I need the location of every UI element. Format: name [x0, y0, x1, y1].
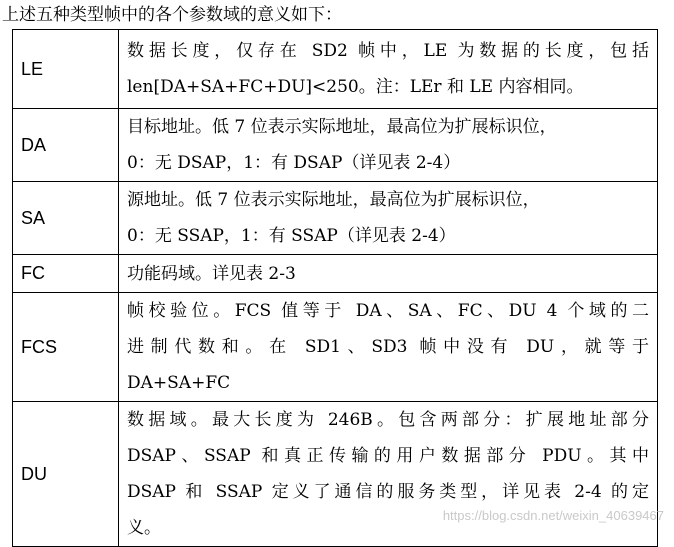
table-row-du [13, 402, 658, 547]
description-line: 数据域。最大长度为 246B。包含两部分：扩展地址部分 [127, 410, 649, 430]
field-description-da [119, 109, 658, 182]
table-row-le [13, 30, 658, 109]
description-line: 进制代数和。在 SD1、SD3 帧中没有 DU，就等于 [127, 337, 649, 357]
field-name-du: DU [13, 402, 119, 547]
description-line: 数据长度，仅存在 SD2 帧中，LE 为数据的长度，包括 [127, 41, 649, 61]
field-description-du [119, 402, 658, 547]
field-description-le [119, 30, 658, 109]
description-line: 帧校验位。FCS 值等于 DA、SA、FC、DU 4 个域的二 [127, 301, 649, 321]
description-line: DA+SA+FC [127, 373, 231, 393]
description-line: len[DA+SA+FC+DU]<250。注：LEr 和 LE 内容相同。 [127, 77, 584, 97]
description-line: 义。 [127, 518, 161, 538]
field-name-fcs: FCS [13, 293, 119, 402]
table-row-da [13, 109, 658, 182]
intro-text: 上述五种类型帧中的各个参数域的意义如下： [2, 5, 342, 25]
description-line: 0：无 SSAP，1：有 SSAP（详见表 2-4） [127, 226, 456, 246]
field-name-le: LE [13, 30, 119, 109]
table-row-fc [13, 255, 658, 293]
watermark: https://blog.csdn.net/weixin_40639467 [442, 508, 664, 523]
description-line: DSAP 和 SSAP 定义了通信的服务类型，详见表 2-4 的定 [127, 482, 649, 502]
description-line: 0：无 DSAP，1：有 DSAP（详见表 2-4） [127, 153, 461, 173]
field-description-sa [119, 182, 658, 255]
field-name-da: DA [13, 109, 119, 182]
field-description-fcs [119, 293, 658, 402]
description-line: 目标地址。低 7 位表示实际地址，最高位为扩展标识位， [127, 117, 557, 137]
description-line: 源地址。低 7 位表示实际地址，最高位为扩展标识位， [127, 190, 540, 210]
description-line: DSAP、SSAP 和真正传输的用户数据部分 PDU。其中 [127, 446, 649, 466]
table-row-sa [13, 182, 658, 255]
field-description-fc [119, 255, 658, 293]
table-row-fcs [13, 293, 658, 402]
description-line: 功能码域。详见表 2-3 [127, 263, 296, 284]
field-name-fc: FC [13, 255, 119, 293]
field-name-sa: SA [13, 182, 119, 255]
parameter-field-table [12, 29, 658, 547]
